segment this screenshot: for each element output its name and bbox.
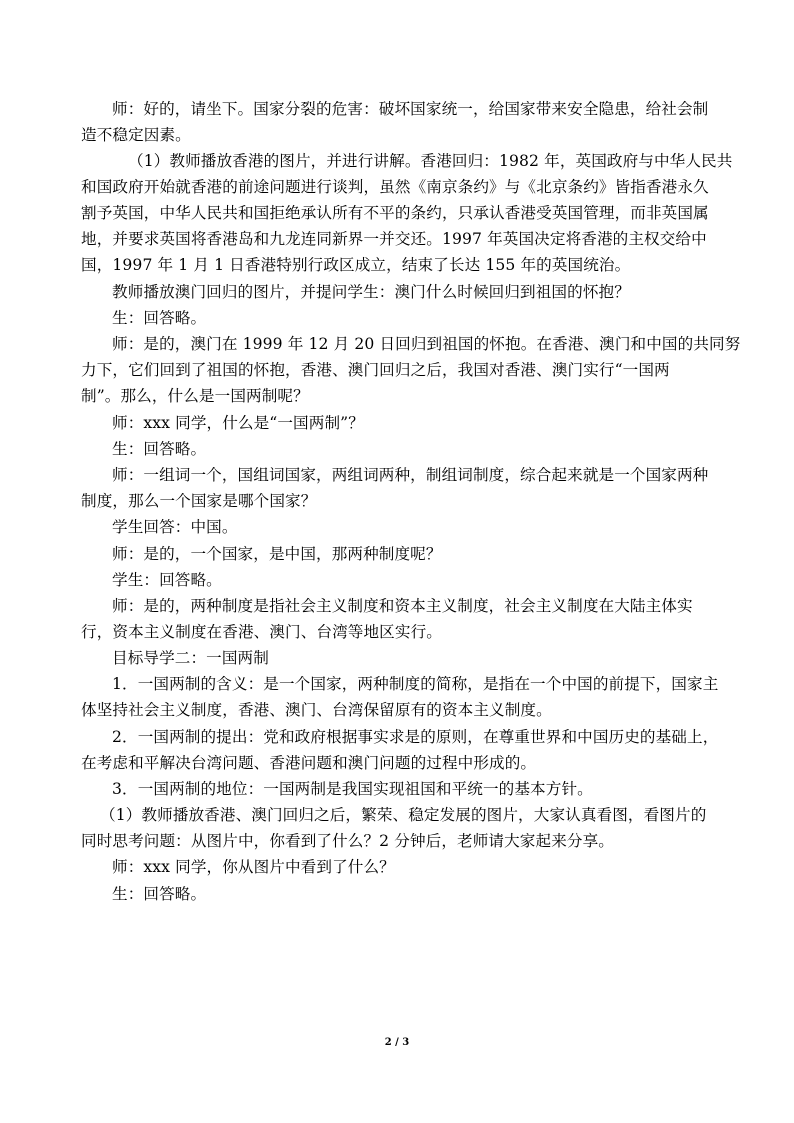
text-line: 和国政府开始就香港的前途问题进行谈判，虽然《南京条约》与《北京条约》皆指香港永久 [81, 178, 709, 197]
text-line: 3．一国两制的地位：一国两制是我国实现祖国和平统一的基本方针。 [112, 779, 593, 798]
paragraph [81, 96, 721, 148]
paragraph [81, 436, 721, 462]
paragraph [81, 541, 721, 567]
paragraph [81, 514, 721, 540]
text-line: 生：回答略。 [112, 884, 207, 903]
paragraph [81, 279, 721, 305]
text-line: 师：是的，澳门在 1999 年 12 月 20 日回归到祖国的怀抱。在香港、澳门和中国的共同努 [112, 335, 741, 354]
paragraph [81, 305, 721, 331]
text-line: 师：是的，一个国家，是中国，那两种制度呢？ [112, 544, 442, 563]
text-line: 学生回答：中国。 [112, 518, 238, 537]
text-line: 师：xxx 同学，你从图片中看到了什么？ [112, 858, 395, 877]
paragraph [81, 776, 721, 802]
text-line: 教师播放澳门回归的图片，并提问学生：澳门什么时候回归到祖国的怀抱？ [112, 283, 630, 302]
text-line: 生：回答略。 [112, 439, 207, 458]
paragraph [81, 567, 721, 593]
text-line: 生：回答略。 [112, 309, 207, 328]
text-line: 地，并要求英国将香港岛和九龙连同新界一并交还。1997 年英国决定将香港的主权交给中 [81, 230, 707, 249]
text-line: 行，资本主义制度在香港、澳门、台湾等地区实行。 [81, 622, 442, 641]
text-line: 体坚持社会主义制度，香港、澳门、台湾保留原有的资本主义制度。 [81, 701, 552, 720]
text-line: 割予英国，中华人民共和国拒绝承认所有不平的条约，只承认香港受英国管理，而非英国属 [81, 204, 709, 223]
paragraph [81, 854, 721, 880]
text-line: 师：好的，请坐下。国家分裂的危害：破坏国家统一，给国家带来安全隐患，给社会制 [112, 100, 709, 118]
paragraph [81, 148, 733, 278]
text-line: 在考虑和平解决台湾问题、香港问题和澳门问题的过程中形成的。 [81, 753, 537, 772]
text-line: （1）教师播放香港、澳门回归之后，繁荣、稳定发展的图片，大家认真看图，看图片的 [100, 806, 707, 825]
paragraph [81, 593, 721, 645]
text-line: 造不稳定因素。 [81, 126, 191, 144]
text-line: （1）教师播放香港的图片，并进行讲解。香港回归：1982 年，英国政府与中华人民共 [128, 152, 733, 171]
paragraph [81, 410, 721, 436]
text-line: 2．一国两制的提出：党和政府根据事实求是的原则，在尊重世界和中国历史的基础上， [112, 727, 719, 746]
text-line: 同时思考问题：从图片中，你看到了什么？2 分钟后，老师请大家起来分享。 [81, 832, 614, 851]
text-line: 1．一国两制的含义：是一个国家，两种制度的简称，是指在一个中国的前提下，国家主 [112, 675, 719, 694]
paragraph [81, 881, 721, 907]
page-number: 2 / 3 [384, 1037, 410, 1048]
text-line: 师：一组词一个，国组词国家，两组词两种，制组词制度，综合起来就是一个国家两种 [112, 466, 709, 485]
paragraph [81, 724, 721, 776]
paragraph [81, 802, 721, 854]
text-line: 师：是的，两种制度是指社会主义制度和资本主义制度，社会主义制度在大陆主体实 [112, 596, 693, 615]
paragraph [81, 331, 741, 409]
text-line: 目标导学二：一国两制 [112, 649, 269, 668]
text-line: 学生：回答略。 [112, 570, 222, 589]
text-line: 制”。那么，什么是一国两制呢？ [81, 387, 309, 406]
text-line: 制度，那么一个国家是哪个国家？ [81, 492, 317, 511]
paragraph [81, 645, 721, 671]
paragraph [81, 671, 721, 723]
paragraph [81, 462, 721, 514]
text-line: 师：xxx 同学，什么是“一国两制”？ [112, 413, 364, 432]
text-line: 国，1997 年 1 月 1 日香港特别行政区成立，结束了长达 155 年的英国统治。 [81, 256, 631, 275]
text-line: 力下，它们回到了祖国的怀抱，香港、澳门回归之后，我国对香港、澳门实行“一国两 [81, 361, 670, 380]
